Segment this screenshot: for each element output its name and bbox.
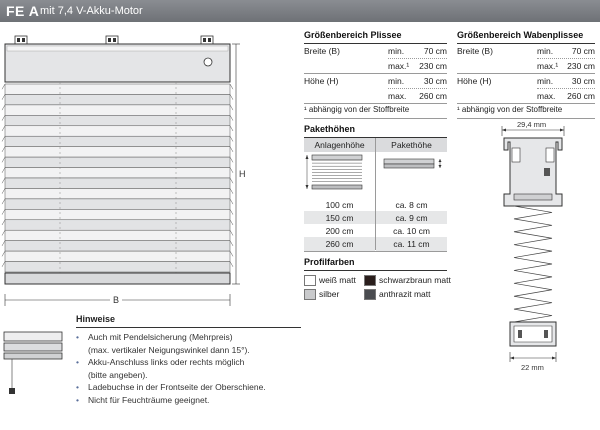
pakethoehen-anlage-cell: 200 cm xyxy=(304,224,375,238)
bracket-left xyxy=(15,36,27,44)
plissee-row: max. 260 cm xyxy=(388,91,447,101)
color-swatch xyxy=(364,275,376,286)
waben-row: max.¹ 230 cm xyxy=(537,61,595,71)
hinweis-line xyxy=(76,395,209,406)
color-swatch-label: anthrazit matt xyxy=(379,289,431,299)
pakethoehen-table xyxy=(304,124,447,252)
color-swatch xyxy=(304,275,316,286)
pleat xyxy=(5,262,230,272)
dim-height-label: H xyxy=(239,169,246,179)
bullet-icon: • xyxy=(76,394,79,405)
pleat xyxy=(5,209,230,219)
pleat xyxy=(5,157,230,167)
top-width-label: 29,4 mm xyxy=(517,120,547,129)
plissee-row: max.¹ 230 cm xyxy=(388,61,447,71)
plissee-footnote: ¹ abhängig von der Stoffbreite xyxy=(304,105,410,114)
pleated-fabric xyxy=(2,82,233,273)
bracket-right xyxy=(201,36,213,44)
pakethoehen-title: Pakethöhen xyxy=(304,124,356,134)
pakethoehen-paket-cell: ca. 8 cm xyxy=(376,198,447,212)
fabric-zigzag xyxy=(514,206,552,322)
header-bar xyxy=(0,0,600,22)
bracket-middle xyxy=(106,36,118,44)
pakethoehen-paket-cell: ca. 11 cm xyxy=(376,237,447,251)
hinweise-section xyxy=(76,314,301,414)
plissee-title: Größenbereich Plissee xyxy=(304,30,402,40)
hinweis-line xyxy=(76,332,233,343)
pleat xyxy=(5,199,230,209)
waben-row: Breite (B) min. 70 cm xyxy=(457,46,595,56)
waben-title: Größenbereich Wabenplissee xyxy=(457,30,584,40)
dim-width-label: B xyxy=(113,295,120,305)
profilfarben-section xyxy=(304,257,454,303)
plissee-size-table xyxy=(304,30,447,120)
plissee-row: Höhe (H) min. 30 cm xyxy=(304,76,447,86)
pleat xyxy=(5,126,230,136)
profile-cross-section xyxy=(490,120,580,375)
color-swatch-label: schwarzbraun matt xyxy=(379,275,451,285)
hinweis-line xyxy=(76,357,244,368)
pleat xyxy=(5,168,230,178)
bullet-icon: • xyxy=(76,332,79,342)
bottom-rail xyxy=(5,273,230,284)
hinweis-text: (bitte angeben). xyxy=(88,369,148,380)
pleat xyxy=(5,230,230,240)
pleat xyxy=(5,94,230,104)
hinweis-line xyxy=(76,382,266,393)
hinweis-line xyxy=(76,345,250,356)
pleat xyxy=(5,251,230,261)
pakethoehen-anlage-cell: 100 cm xyxy=(304,198,375,212)
pakethoehen-anlage-cell: 260 cm xyxy=(304,237,375,251)
profilfarben-title: Profilfarben xyxy=(304,257,355,267)
color-swatch xyxy=(364,289,376,300)
hinweis-text: Auch mit Pendelsicherung (Mehrpreis) xyxy=(88,332,233,342)
hinweis-text: (max. vertikaler Neigungswinkel dann 15°). xyxy=(88,344,250,355)
pakethoehen-anlage-cell: 150 cm xyxy=(304,211,375,225)
bullet-icon: • xyxy=(76,382,79,392)
side-view-drawing xyxy=(0,330,70,398)
pakethoehen-col2-header: Pakethöhe xyxy=(376,138,447,152)
waben-row: Höhe (H) min. 30 cm xyxy=(457,76,595,86)
pakethoehen-paket-cell: ca. 10 cm xyxy=(376,224,447,238)
bottom-width-label: 22 mm xyxy=(521,363,544,372)
pleat xyxy=(5,105,230,115)
pakethoehen-col1-header: Anlagenhöhe xyxy=(304,138,375,152)
hinweis-text: Nicht für Feuchträume geeignet. xyxy=(88,394,210,405)
waben-size-table xyxy=(457,30,595,120)
pleat xyxy=(5,84,230,94)
color-swatch-label: silber xyxy=(319,289,340,299)
waben-row: max. 260 cm xyxy=(537,91,595,101)
blind-drawing xyxy=(0,30,250,310)
waben-footnote: ¹ abhängig von der Stoffbreite xyxy=(457,105,563,114)
charging-socket-icon xyxy=(204,58,212,66)
color-swatch xyxy=(304,289,316,300)
pakethoehen-paket-cell: ca. 9 cm xyxy=(376,211,447,225)
hinweis-line xyxy=(76,370,148,381)
plissee-row: Breite (B) min. 70 cm xyxy=(304,46,447,56)
pleat xyxy=(5,136,230,146)
pleat xyxy=(5,178,230,188)
pleat xyxy=(5,188,230,198)
pleat xyxy=(5,220,230,230)
product-code: FE A xyxy=(6,3,40,19)
hinweis-text: Akku-Anschluss links oder rechts möglich xyxy=(88,357,245,367)
pleat xyxy=(5,115,230,125)
pleat xyxy=(5,241,230,251)
product-subtitle: mit 7,4 V-Akku-Motor xyxy=(40,5,143,17)
color-swatch-label: weiß matt xyxy=(319,275,356,285)
bullet-icon: • xyxy=(76,357,79,367)
pleat xyxy=(5,147,230,157)
hinweise-title: Hinweise xyxy=(76,314,116,324)
hinweis-text: Ladebuchse in der Frontseite der Oberschiene. xyxy=(88,382,266,392)
